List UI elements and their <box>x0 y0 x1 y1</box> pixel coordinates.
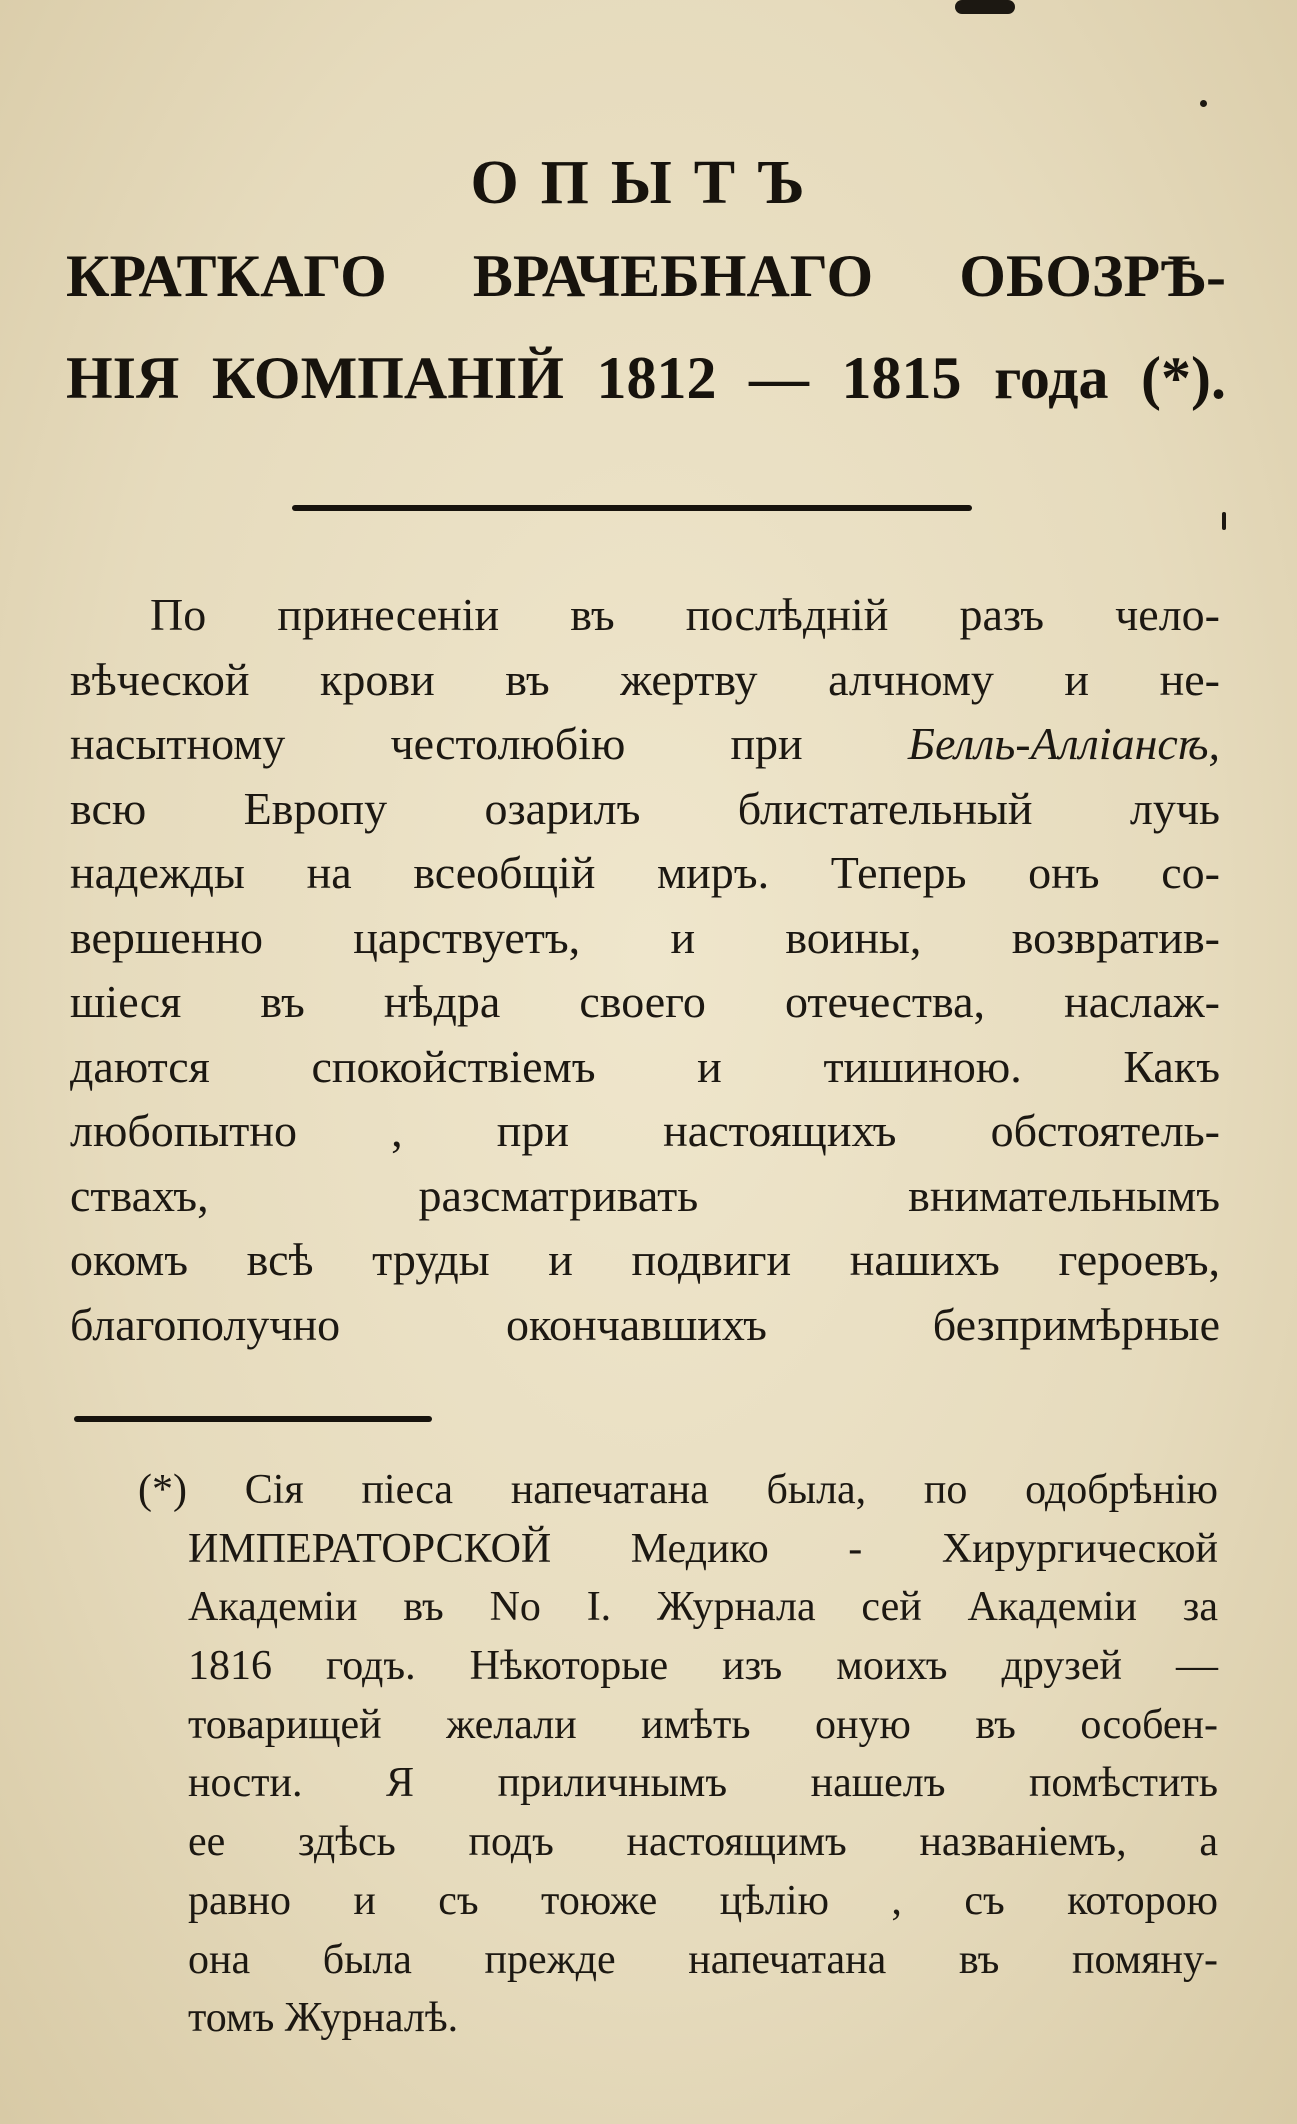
title-heading: ОПЫТЪ <box>470 149 827 217</box>
title-subheading-line-2: НІЯ КОМПАНІЙ 1812 — 1815 года (*). <box>66 345 1226 411</box>
body-line: насытному честолюбію при Белль-Аллiансѣ, <box>70 718 1220 769</box>
footnote-divider <box>74 1416 432 1422</box>
body-line: надежды на всеобщій миръ. Теперь онъ со- <box>70 847 1220 898</box>
body-line: По принесеніи въ послѣдній разъ чело- <box>150 589 1220 640</box>
footnote-line: томъ Журналѣ. <box>188 1995 459 2042</box>
footnote <box>138 1461 1218 2048</box>
footnote-line: ее здѣсь подъ настоящимъ названіемъ, а <box>188 1819 1218 1866</box>
body-paragraph <box>70 583 1220 1357</box>
footnote-line: равно и съ тоюже цѣлію , съ которою <box>188 1877 1218 1924</box>
footnote-line: товарищей желали имѣть оную въ особен- <box>188 1701 1218 1748</box>
title-divider <box>292 505 972 511</box>
body-line: благополучно окончавшихъ безпримѣрные <box>70 1298 1220 1350</box>
body-line: шіеся въ нѣдра своего отечества, наслаж- <box>70 976 1220 1027</box>
footnote-line: ИМПЕРАТОРСКОЙ Медико - Хирургической <box>188 1525 1218 1572</box>
ink-speck <box>1222 512 1226 530</box>
body-line: даются спокойствіемъ и тишиною. Какъ <box>70 1040 1220 1092</box>
title-subheading-line-1: КРАТКАГО ВРАЧЕБНАГО ОБОЗРѢ- <box>66 243 1226 309</box>
ink-speck <box>1200 100 1207 107</box>
footnote-line: она была прежде напечатана въ помяну- <box>188 1936 1218 1983</box>
body-line: любопытно , при настоящихъ обстоятель- <box>70 1105 1220 1156</box>
body-line-italic-place: Белль-Аллiансѣ, <box>907 718 1220 769</box>
body-line: окомъ всѣ труды и подвиги нашихъ героевъ, <box>70 1234 1220 1285</box>
footnote-line: ности. Я приличнымъ нашелъ помѣстить <box>188 1760 1218 1807</box>
ink-speck <box>955 0 1015 14</box>
body-line: всю Европу озарилъ блистательный лучь <box>70 782 1220 834</box>
footnote-line: 1816 годъ. Нѣкоторые изъ моихъ друзей — <box>188 1643 1218 1690</box>
body-line: ствахъ, разсматривать внимательнымъ <box>70 1169 1220 1221</box>
body-line: вершенно царствуетъ, и воины, возвратив- <box>70 911 1220 963</box>
footnote-line: (*) Сія піеса напечатана была, по одобрѣнію <box>138 1467 1218 1513</box>
body-line: вѣческой крови въ жертву алчному и не- <box>70 653 1220 705</box>
footnote-line: Академіи въ No I. Журнала сей Академіи за <box>188 1584 1218 1631</box>
